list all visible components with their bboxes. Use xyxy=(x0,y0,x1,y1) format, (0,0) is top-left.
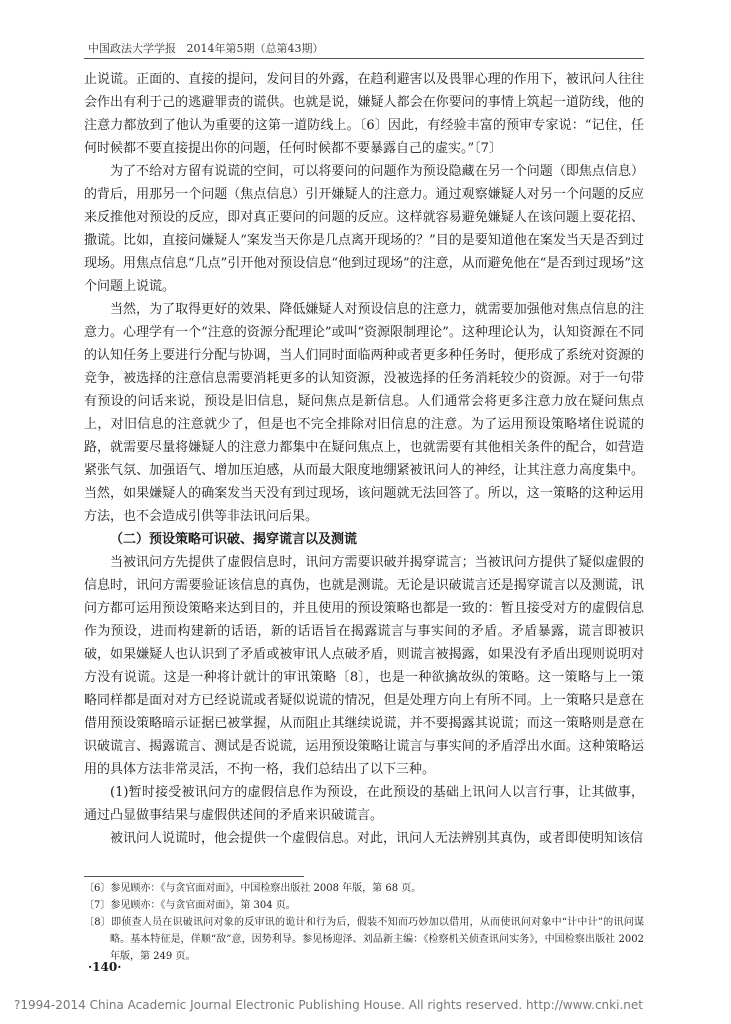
footnote-8: 〔8〕即侦查人员在识破讯问对象的反审讯的诡计和行为后，假装不知而巧妙加以借用，从而使讯问对象中“计中计”的讯问谋略。基本特征是，佯顺“敌”意，因势利导。参见杨迎泽、刘品新主编：《检察机关侦查讯问实务》，中国检察出版社 2002 年版，第 249 页。 xyxy=(84,917,644,962)
article-body xyxy=(84,68,644,850)
paragraph-1: 止说谎。正面的、直接的提问，发问目的外露，在趋利避害以及畏罪心理的作用下，被讯问人往往会作出有利于己的逃避罪责的谎供。也就是说，嫌疑人都会在你要问的事情上筑起一道防线，他的注意力都放到了他认为重要的这第一道防线上。〔6〕因此，有经验丰富的预审专家说：“记住，任何时候都不要直接提出你的问题，任何时候都不要暴露自己的虚实。”〔7〕 xyxy=(84,72,644,156)
running-header xyxy=(88,40,648,56)
paragraph-2: 为了不给对方留有说谎的空间，可以将要问的问题作为预设隐藏在另一个问题（即焦点信息）的背后，用那另一个问题（焦点信息）引开嫌疑人的注意力。通过观察嫌疑人对另一个问题的反应来反推他对预设的反应，即对真正要问的问题的反应。这样就容易避免嫌疑人在该问题上耍花招、撒谎。比如，直接问嫌疑人“案发当天你是几点离开现场的？”目的是要知道他在案发当天是否到过现场。用焦点信息“几点”引开他对预设信息“他到过现场”的注意，从而避免他在“是否到过现场”这个问题上说谎。 xyxy=(84,164,644,294)
paragraph-6: 被讯问人说谎时，他会提供一个虚假信息。对此，讯问人无法辨别其真伪，或者即使明知该信 xyxy=(110,831,644,846)
footnote-rule xyxy=(84,876,304,877)
footnote-6: 〔6〕参见顾亦：《与贪官面对面》，中国检察出版社 2008 年版，第 68 页。 xyxy=(84,883,422,894)
journal-name: 中国政法大学学报 xyxy=(88,42,176,55)
header-rule xyxy=(84,58,644,59)
issue-info: 2014年第5期（总第43期） xyxy=(186,42,324,55)
paragraph-4: 当被讯问方先提供了虚假信息时，讯问方需要识破并揭穿谎言；当被讯问方提供了疑似虚假的信息时，讯问方需要验证该信息的真伪，也就是测谎。无论是识破谎言还是揭穿谎言以及测谎，讯问方都可运用预设策略来达到目的，并且使用的预设策略也都是一致的：暂且接受对方的虚假信息作为预设，进而构建新的话语，新的话语旨在揭露谎言与事实间的矛盾。矛盾暴露，谎言即被识破，如果嫌疑人也认识到了矛盾或被审讯人点破矛盾，则谎言被揭露，如果没有矛盾出现则说明对方没有说谎。这是一种将计就计的审讯策略〔8〕，也是一种欲擒故纵的策略。这一策略与上一策略同样都是面对对方已经说谎或者疑似说谎的情况，但是处理方向上有所不同。上一策略只是意在借用预设策略暗示证据已被掌握，从而阻止其继续说谎，并不要揭露其说谎；而这一策略则是意在识破谎言、揭露谎言、测试是否说谎，运用预设策略让谎言与事实间的矛盾浮出水面。这种策略运用的具体方法非常灵活，不拘一格，我们总结出了以下三种。 xyxy=(84,555,644,777)
copyright-notice: ?1994-2014 China Academic Journal Electronic Publishing House. All rights reserved. http://www.cnki.net xyxy=(14,998,643,1012)
section-heading: （二）预设策略可识破、揭穿谎言以及测谎 xyxy=(110,532,358,547)
page-number: ·140· xyxy=(88,960,122,974)
footnote-7: 〔7〕参见顾亦：《与贪官面对面》，第 304 页。 xyxy=(84,900,296,911)
paragraph-3: 当然，为了取得更好的效果、降低嫌疑人对预设信息的注意力，就需要加强他对焦点信息的注意力。心理学有一个“注意的资源分配理论”或叫“资源限制理论”。这种理论认为，认知资源在不同的认知任务上要进行分配与协调，当人们同时面临两种或者更多种任务时，便形成了系统对资源的竞争，被选择的注意信息需要消耗更多的认知资源，没被选择的任务消耗较少的资源。对于一句带有预设的问话来说，预设是旧信息，疑问焦点是新信息。人们通常会将更多注意力放在疑问焦点上，对旧信息的注意就少了，但是也不完全排除对旧信息的注意。为了运用预设策略堵住说谎的路，就需要尽量将嫌疑人的注意力都集中在疑问焦点上，也就需要有其他相关条件的配合，如营造紧张气氛、加强语气、增加压迫感，从而最大限度地绷紧被讯问人的神经，让其注意力高度集中。当然，如果嫌疑人的确案发当天没有到过现场，该问题就无法回答了。所以，这一策略的这种运用方法，也不会造成引供等非法讯问后果。 xyxy=(84,302,644,524)
footnotes xyxy=(84,880,644,965)
paragraph-5: (1)暂时接受被讯问方的虚假信息作为预设，在此预设的基础上讯问人以言行事，让其做事，通过凸显做事结果与虚假供述间的矛盾来识破谎言。 xyxy=(84,785,644,823)
